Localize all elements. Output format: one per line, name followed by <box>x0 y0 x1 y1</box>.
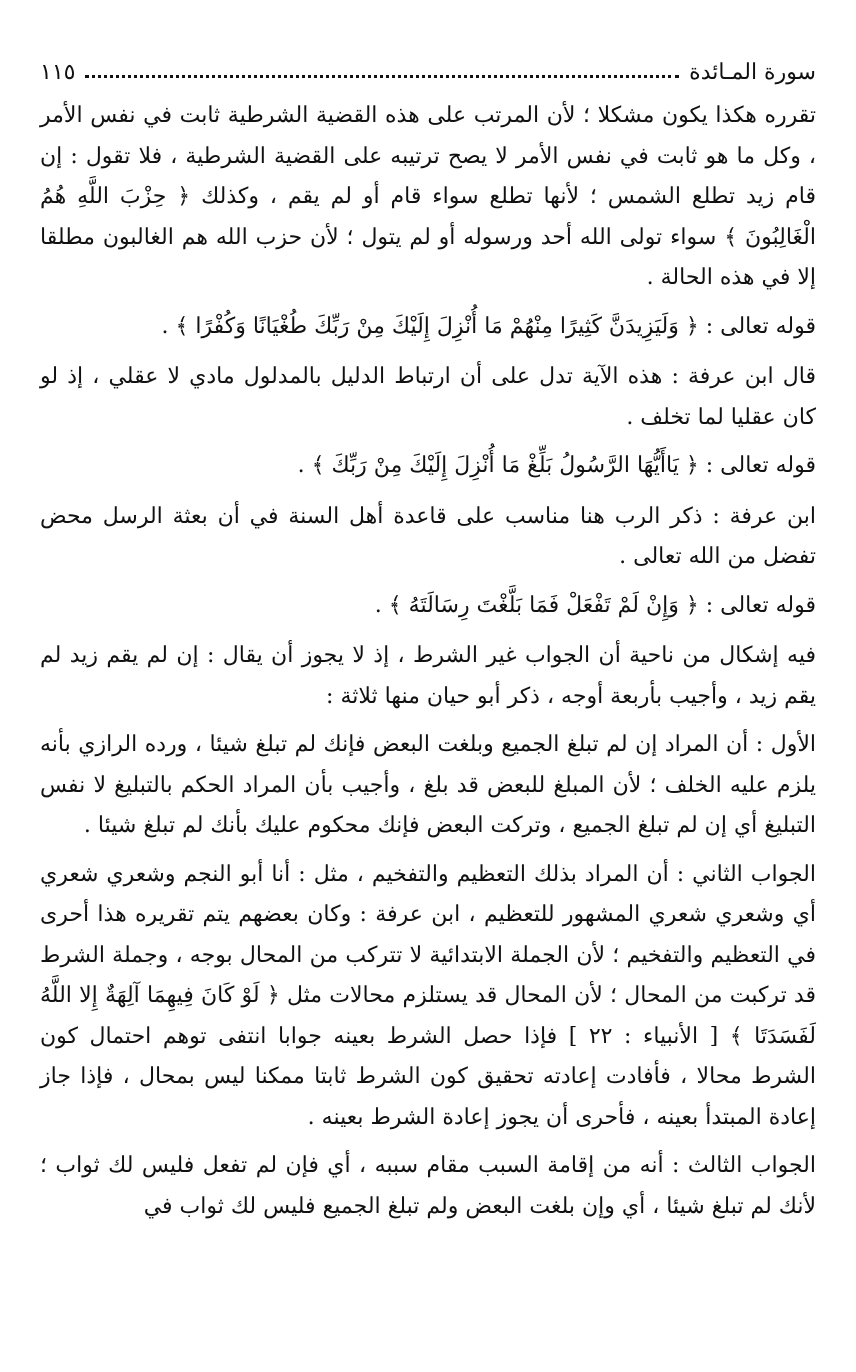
verse-citation: قوله تعالى : ﴿ يَاأَيُّهَا الرَّسُولُ بَلِّغْ مَا أُنْزِلَ إِلَيْكَ مِنْ رَبِّكَ ﴾ . <box>297 453 816 478</box>
header-dot-leader <box>85 75 679 78</box>
paragraph: قال ابن عرفة : هذه الآية تدل على أن ارتباط الدليل بالمدلول مادي لا عقلي ، إذ لو كان عقليا لما تخلف . <box>40 364 816 430</box>
page-body <box>40 96 816 1227</box>
paragraph: تقرره هكذا يكون مشكلا ؛ لأن المرتب على هذه القضية الشرطية ثابت في نفس الأمر ، وكل ما هو ثابت في نفس الأمر لا يصح ترتيبه على القضية الشرطية ، فلا تقول : إن قام زيد تطلع الشمس ؛ لأنها تطلع سواء قام أو لم يقم ، وكذلك ﴿ حِزْبَ اللَّهِ هُمُ الْغَالِبُونَ ﴾ سواء تولى الله أحد ورسوله أو لم يتول ؛ لأن حزب الله هم الغالبون مطلقا إلا في هذه الحالة . <box>40 103 816 290</box>
paragraph: فيه إشكال من ناحية أن الجواب غير الشرط ، إذ لا يجوز أن يقال : إن لم يقم زيد لم يقم زيد ، وأجيب بأربعة أوجه ، ذكر أبو حيان منها ثلاثة : <box>40 643 816 709</box>
sura-title: سورة المـائدة <box>689 59 816 85</box>
verse-citation: قوله تعالى : ﴿ وَلَيَزِيدَنَّ كَثِيرًا مِنْهُمْ مَا أُنْزِلَ إِلَيْكَ مِنْ رَبِّكَ طُغْيَانًا وَكُفْرًا ﴾ . <box>161 313 816 339</box>
page-number: ١١٥ <box>40 59 76 85</box>
paragraph: ابن عرفة : ذكر الرب هنا مناسب على قاعدة أهل السنة في أن بعثة الرسل محض تفضل من الله تعالى . <box>40 503 816 569</box>
paragraph: الأول : أن المراد إن لم تبلغ الجميع وبلغت البعض فإنك لم تبلغ شيئا ، ورده الرازي بأنه يلزم عليه الخلف ؛ لأن المبلغ للبعض قد بلغ ، وأجيب بأن المراد الحكم بالتبليغ لا نفس التبليغ أي إن لم تبلغ الجميع ، وتركت البعض فإنك محكوم عليك بأنك لم تبلغ شيئا . <box>40 732 816 838</box>
running-header <box>40 52 816 92</box>
paragraph: الجواب الثاني : أن المراد بذلك التعظيم والتفخيم ، مثل : أنا أبو النجم وشعري شعري أي وشعري شعري المشهور للتعظيم ، ابن عرفة : وكان بعضهم يتم تقريره هذا أحرى في التعظيم والتفخيم ؛ لأن الجملة الابتدائية لا تتركب من المحال بوجه ، وجملة الشرط قد تركبت من المحال ؛ لأن المحال قد يستلزم محالات مثل ﴿ لَوْ كَانَ فِيهِمَا آلِهَةٌ إِلا اللَّهُ لَفَسَدَتَا ﴾ [ الأنبياء : ٢٢ ] فإذا حصل الشرط بعينه جوابا انتفى توهم احتمال كون الشرط محالا ، فأفادت إعادته تحقيق كون الشرط ثابتا ممكنا ليس بمحال ، فإذا جاز إعادة المبتدأ بعينه ، فأحرى أن يجوز إعادة الشرط بعينه . <box>40 861 816 1130</box>
paragraph: الجواب الثالث : أنه من إقامة السبب مقام سببه ، أي فإن لم تفعل فليس لك ثواب ؛ لأنك لم تبلغ شيئا ، أي وإن بلغت البعض ولم تبلغ الجميع فليس لك ثواب في <box>40 1153 816 1219</box>
verse-citation: قوله تعالى : ﴿ وَإِنْ لَمْ تَفْعَلْ فَمَا بَلَّغْتَ رِسَالَتَهُ ﴾ . <box>374 592 816 618</box>
